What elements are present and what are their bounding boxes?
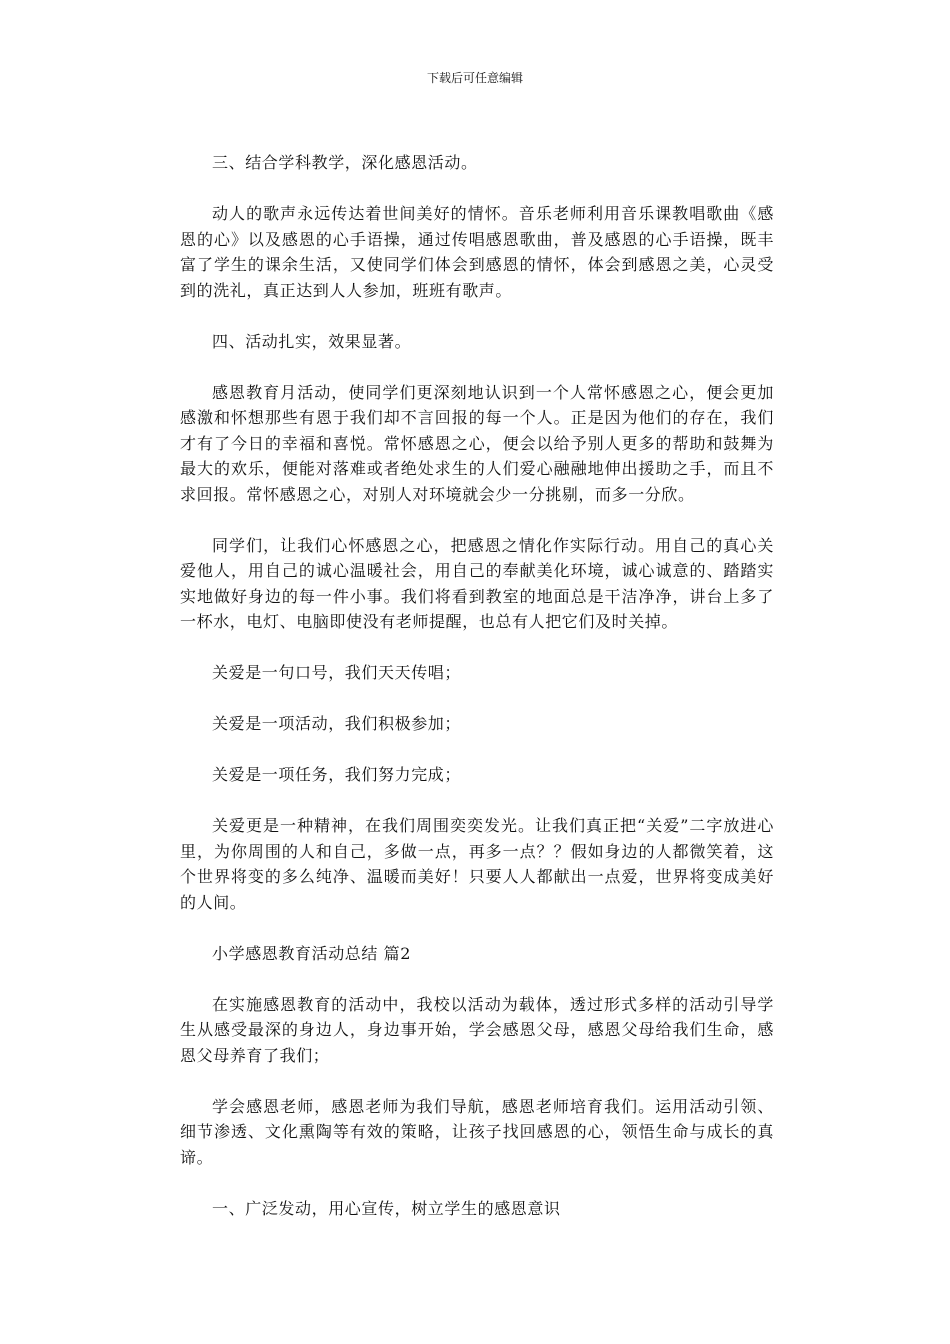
paragraph-care-spirit: 关爱更是一种精神，在我们周围奕奕发光。让我们真正把“关爱”二字放进心里，为你周围的人和自己，多做一点，再多一点？？假如身边的人都微笑着，这个世界将变的多么纯净、温暖而美好！只要人人都献出一点爱，世界将变成美好的人间。 [180,816,774,912]
paragraph-gratitude-teachers: 学会感恩老师，感恩老师为我们导航，感恩老师培育我们。运用活动引领、细节渗透、文化熏陶等有效的策略，让孩子找回感恩的心，领悟生命与成长的真谛。 [180,1096,774,1167]
page-header: 下载后可任意编辑 [426,71,523,85]
paragraph-students-action: 同学们，让我们心怀感恩之心，把感恩之情化作实际行动。用自己的真心关爱他人，用自己的诚心温暖社会，用自己的奉献美化环境，诚心诚意的、踏踏实实地做好身边的每一件小事。我们将看到教室的地面总是干洁净净，讲台上多了一杯水，电灯、电脑即使没有老师提醒，也总有人把它们及时关掉。 [180,535,774,631]
paragraph-gratitude-parents: 在实施感恩教育的活动中，我校以活动为载体，透过形式多样的活动引导学生从感受最深的身边人，身边事开始，学会感恩父母，感恩父母给我们生命，感恩父母养育了我们； [180,994,774,1065]
paragraph-gratitude-month: 感恩教育月活动，使同学们更深刻地认识到一个人常怀感恩之心，便会更加感激和怀想那些有恩于我们却不言回报的每一个人。正是因为他们的存在，我们才有了今日的幸福和喜悦。常怀感恩之心，便会以给予别人更多的帮助和鼓舞为最大的欢乐，便能对落难或者绝处求生的人们爱心融融地伸出援助之手，而且不求回报。常怀感恩之心，对别人对环境就会少一分挑剔，而多一分欣。 [180,382,774,504]
document-body [180,150,774,1247]
paragraph-music-activity: 动人的歌声永远传达着世间美好的情怀。音乐老师利用音乐课教唱歌曲《感恩的心》以及感恩的心手语操，通过传唱感恩歌曲，普及感恩的心手语操，既丰富了学生的课余生活，又使同学们体会到感恩的情怀，体会到感恩之美，心灵受到的洗礼，真正达到人人参加，班班有歌声。 [180,204,774,300]
section-heading-3: 三、结合学科教学，深化感恩活动。 [212,153,478,172]
care-line-task: 关爱是一项任务，我们努力完成； [212,765,462,784]
care-line-slogan: 关爱是一句口号，我们天天传唱； [212,663,462,682]
article-title-part-2: 小学感恩教育活动总结 篇2 [212,943,412,963]
section-heading-1: 一、广泛发动，用心宣传，树立学生的感恩意识 [212,1198,561,1218]
care-line-activity: 关爱是一项活动，我们积极参加； [212,714,462,733]
section-heading-4: 四、活动扎实，效果显著。 [212,331,412,351]
